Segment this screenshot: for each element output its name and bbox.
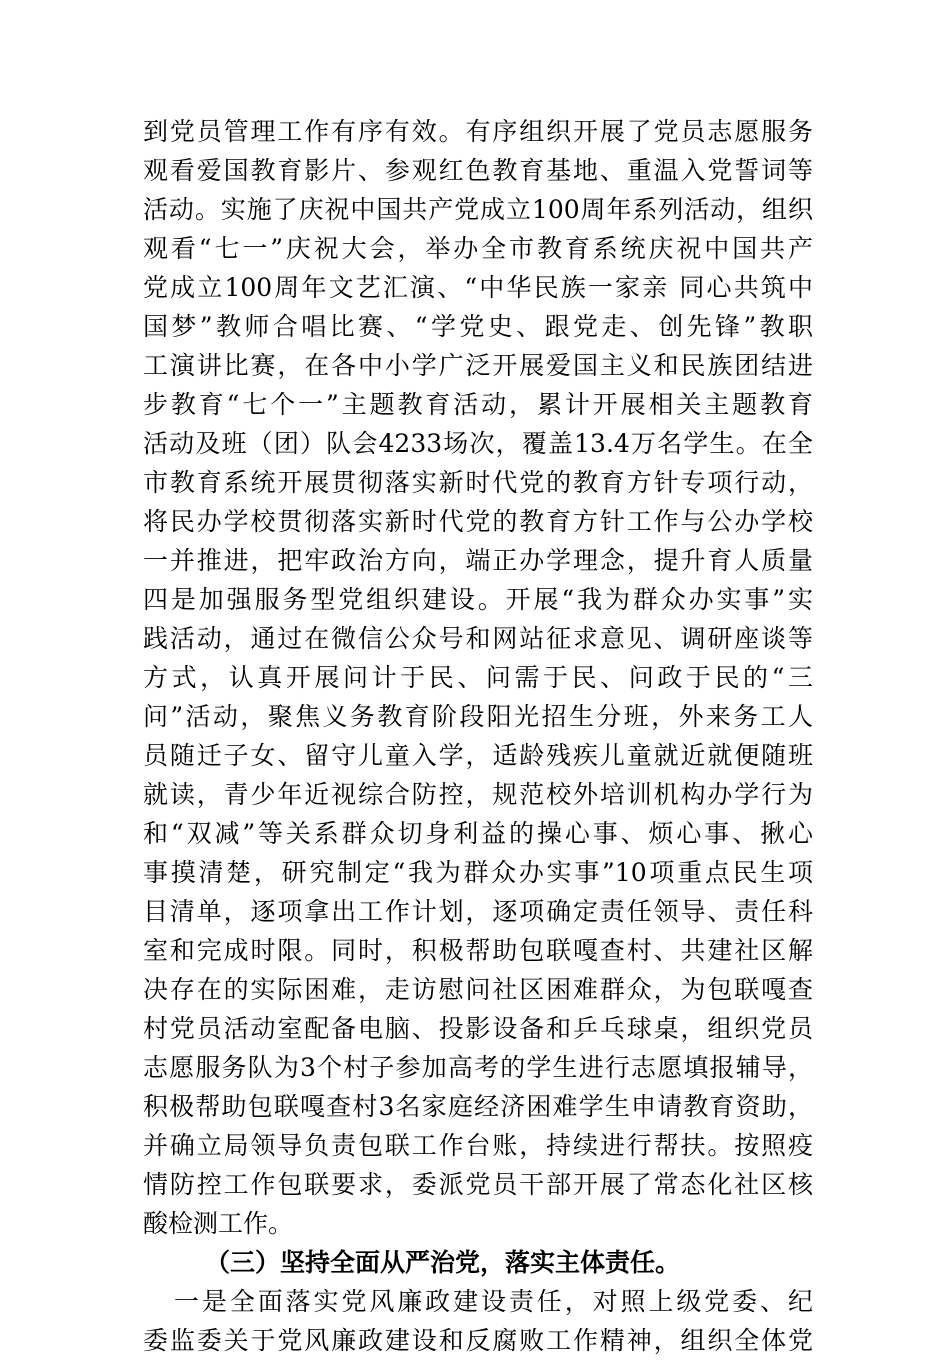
text-line: 到党员管理工作有序有效。有序组织开展了党员志愿服务 [143, 117, 813, 146]
text-line: 决存在的实际困难，走访慰问社区困难群众，为包联嘎查 [143, 975, 813, 1004]
text-line: 村党员活动室配备电脑、投影设备和乒乓球桌，组织党员 [143, 1014, 813, 1043]
text-line: 问”活动，聚焦义务教育阶段阳光招生分班，外来务工人 [143, 702, 813, 731]
text-line: 四是加强服务型党组织建设。开展“我为群众办实事”实 [143, 585, 813, 614]
text-line: 和“双减”等关系群众切身利益的操心事、烦心事、揪心 [143, 819, 813, 848]
text-line: 就读，青少年近视综合防控，规范校外培训机构办学行为 [143, 780, 813, 809]
document-body [143, 112, 813, 1360]
text-line: 事摸清楚，研究制定“我为群众办实事”10项重点民生项 [143, 858, 813, 887]
text-line: 室和完成时限。同时，积极帮助包联嘎查村、共建社区解 [143, 936, 813, 965]
section-heading: （三）坚持全面从严治党，落实主体责任。 [205, 1248, 681, 1277]
text-line: 观看“七一”庆祝大会，举办全市教育系统庆祝中国共产 [143, 234, 813, 263]
text-line: 并确立局领导负责包联工作台账，持续进行帮扶。按照疫 [143, 1131, 813, 1160]
text-line: 工演讲比赛，在各中小学广泛开展爱国主义和民族团结进 [143, 351, 813, 380]
text-line: 志愿服务队为3个村子参加高考的学生进行志愿填报辅导， [143, 1053, 813, 1082]
text-line: 观看爱国教育影片、参观红色教育基地、重温入党誓词等 [143, 156, 813, 185]
text-line: 市教育系统开展贯彻落实新时代党的教育方针专项行动， [143, 468, 813, 497]
text-line: 践活动，通过在微信公众号和网站征求意见、调研座谈等 [143, 624, 813, 653]
text-line: 情防控工作包联要求，委派党员干部开展了常态化社区核 [143, 1170, 813, 1199]
text-line: 方式，认真开展问计于民、问需于民、问政于民的“三 [143, 663, 813, 692]
text-line: 国梦”教师合唱比赛、“学党史、跟党走、创先锋”教职 [143, 312, 813, 341]
text-line: 员随迁子女、留守儿童入学，适龄残疾儿童就近就便随班 [143, 741, 813, 770]
text-line: 党成立100周年文艺汇演、“中华民族一家亲 同心共筑中 [143, 273, 813, 302]
text-line: 委监委关于党风廉政建设和反腐败工作精神，组织全体党 [143, 1326, 813, 1355]
text-line: 一并推进，把牢政治方向，端正办学理念，提升育人质量 [143, 546, 813, 575]
text-line: 活动。实施了庆祝中国共产党成立100周年系列活动，组织 [143, 195, 813, 224]
text-line: 一是全面落实党风廉政建设责任，对照上级党委、纪 [174, 1287, 813, 1316]
text-line: 积极帮助包联嘎查村3名家庭经济困难学生申请教育资助， [143, 1092, 813, 1121]
text-line: 将民办学校贯彻落实新时代党的教育方针工作与公办学校 [143, 507, 813, 536]
text-line: 步教育“七个一”主题教育活动，累计开展相关主题教育 [143, 390, 813, 419]
text-line: 活动及班（团）队会4233场次，覆盖13.4万名学生。在全 [143, 429, 813, 458]
text-line: 酸检测工作。 [143, 1209, 294, 1238]
text-line: 目清单，逐项拿出工作计划，逐项确定责任领导、责任科 [143, 897, 813, 926]
